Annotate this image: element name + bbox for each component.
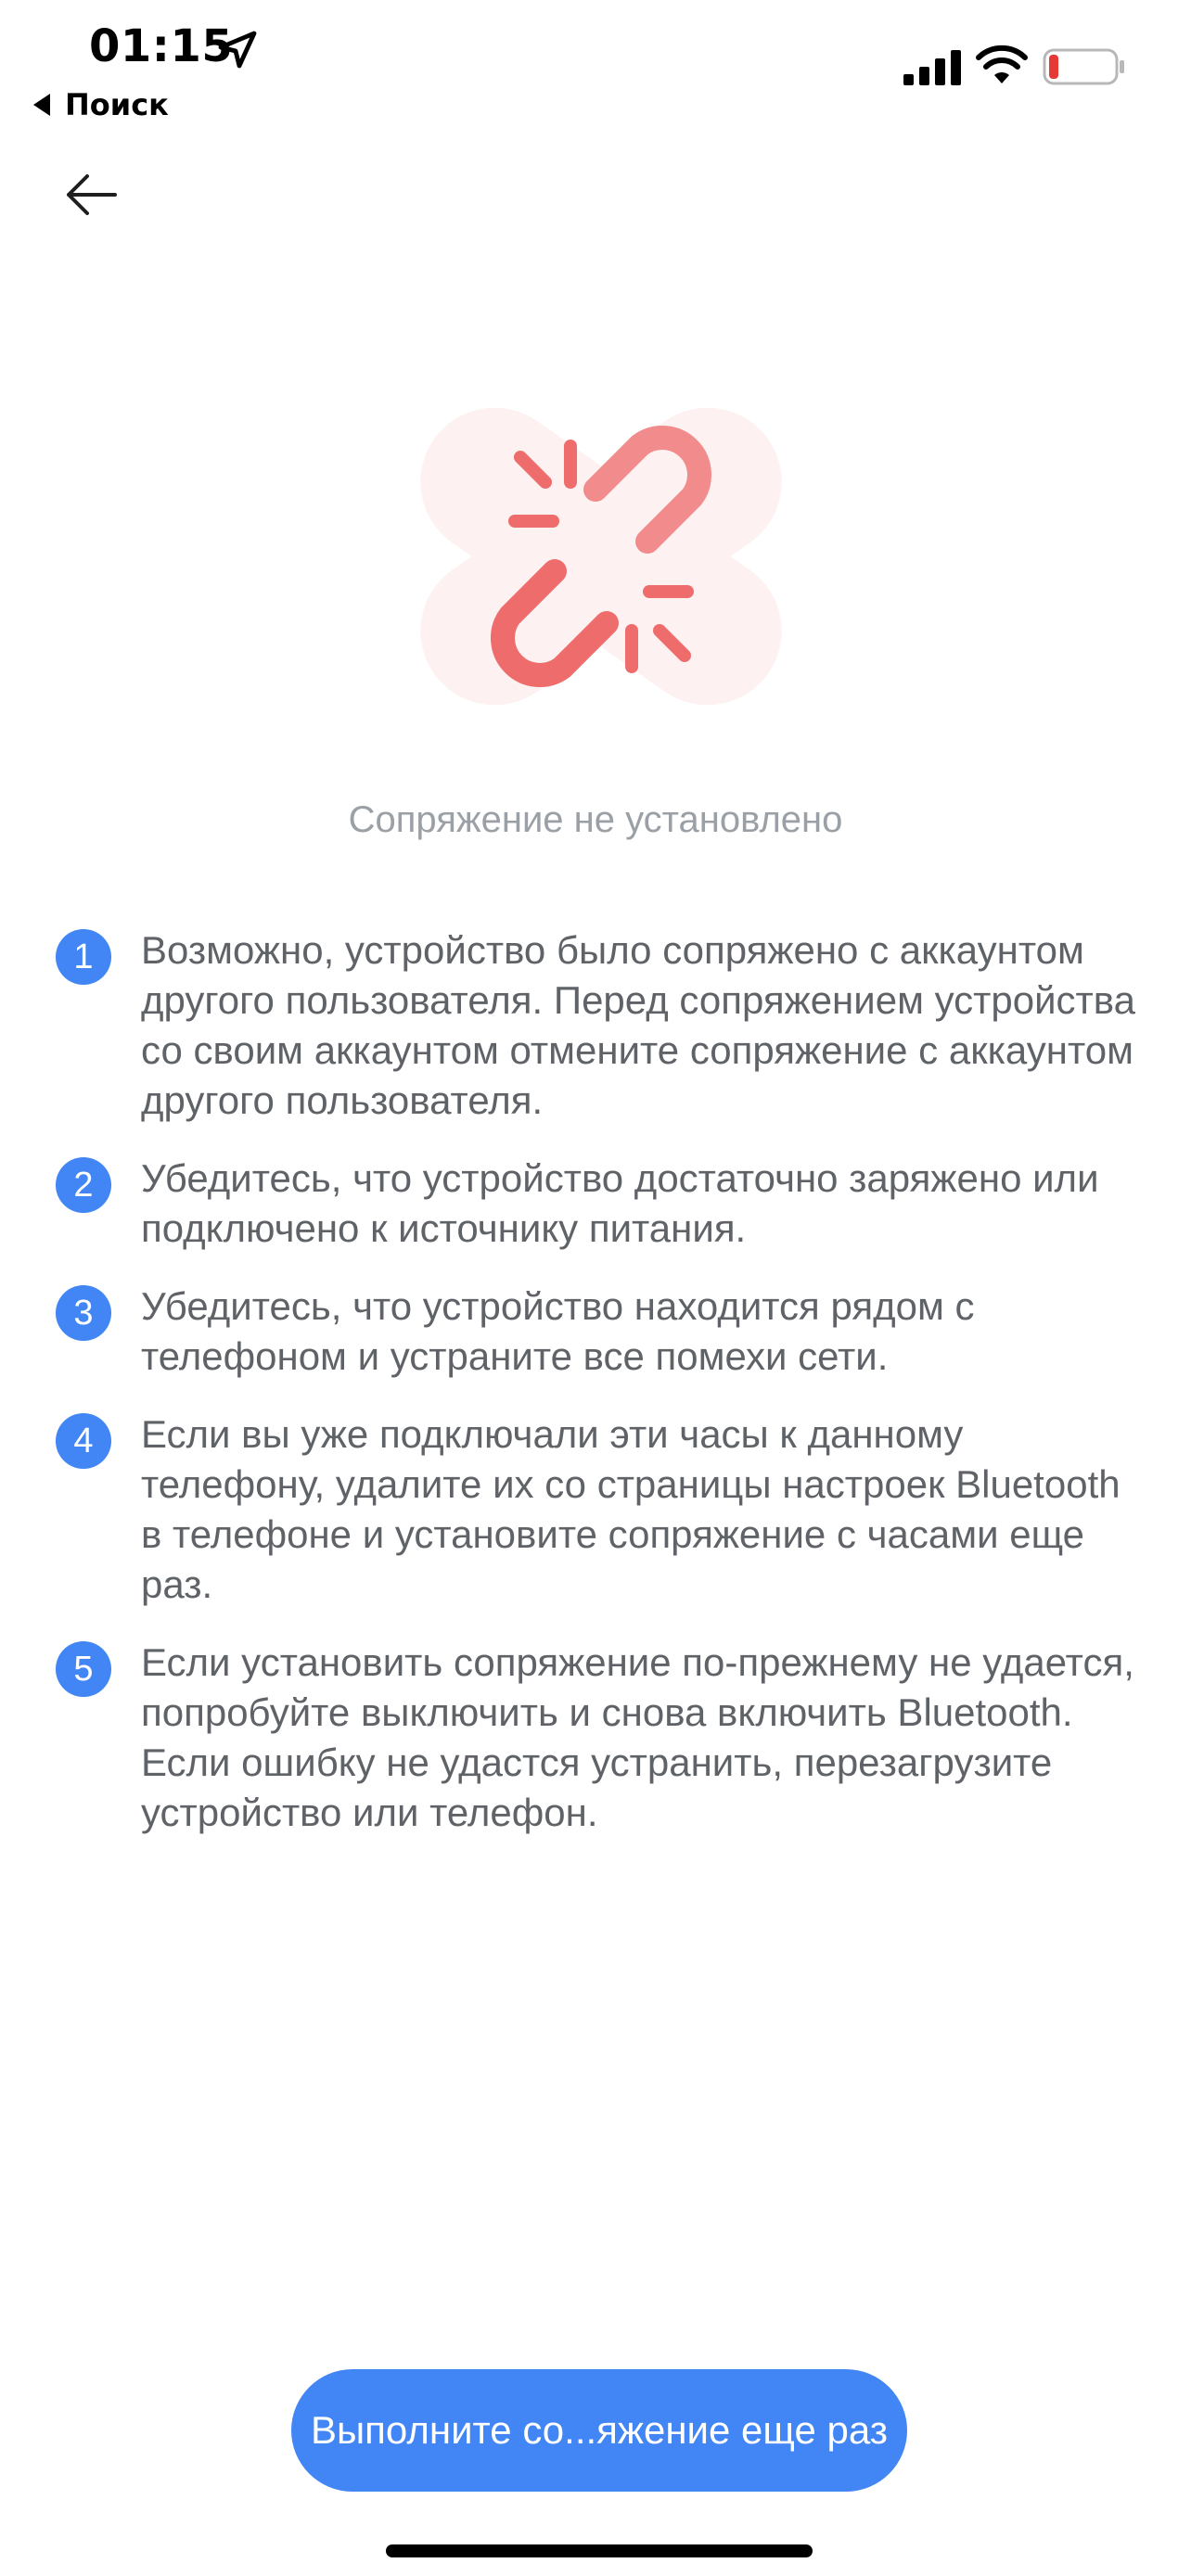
list-item <box>56 1638 1150 1838</box>
status-time: 01:15 <box>89 20 234 72</box>
signal-icon <box>903 50 961 85</box>
step-number-badge: 1 <box>56 929 111 985</box>
retry-pairing-button[interactable]: Выполните со...яжение еще раз <box>291 2369 907 2492</box>
pairing-status-title: Сопряжение не установлено <box>348 799 843 840</box>
list-item <box>56 1409 1150 1610</box>
wifi-icon <box>976 45 1028 85</box>
back-triangle-icon <box>33 94 52 116</box>
step-text: Убедитесь, что устройство достаточно заряжено или подключено к источнику питания. <box>141 1156 1099 1250</box>
back-arrow-icon[interactable] <box>61 165 121 224</box>
list-item <box>56 925 1150 1126</box>
step-text: Если вы уже подключали эти часы к данному телефону, удалите их со страницы настроек Bluetooth в телефоне и установите сопряжение с часами еще раз. <box>141 1412 1121 1606</box>
step-text: Убедитесь, что устройство находится рядом с телефоном и устраните все помехи сети. <box>141 1284 975 1378</box>
battery-icon <box>1043 48 1126 85</box>
back-to-search-link[interactable] <box>33 87 169 122</box>
step-number-badge: 2 <box>56 1157 111 1213</box>
list-item <box>56 1282 1150 1382</box>
location-icon <box>215 28 260 72</box>
step-text: Если установить сопряжение по-прежнему не удается, попробуйте выключить и снова включить Bluetooth. Если ошибку не удастся устранить, перезагрузите устройство или телефон. <box>141 1640 1134 1834</box>
step-number-badge: 3 <box>56 1285 111 1341</box>
broken-link-icon <box>378 352 824 760</box>
step-number-badge: 4 <box>56 1413 111 1469</box>
step-text: Возможно, устройство было сопряжено с аккаунтом другого пользователя. Перед сопряжением устройства со своим аккаунтом отмените сопряжение с аккаунтом другого пользователя. <box>141 928 1135 1122</box>
home-indicator[interactable] <box>386 2544 813 2557</box>
step-number-badge: 5 <box>56 1641 111 1697</box>
list-item <box>56 1154 1150 1254</box>
troubleshooting-steps <box>56 925 1150 1866</box>
back-to-search-label: Поиск <box>65 87 169 122</box>
status-bar <box>0 0 1191 130</box>
